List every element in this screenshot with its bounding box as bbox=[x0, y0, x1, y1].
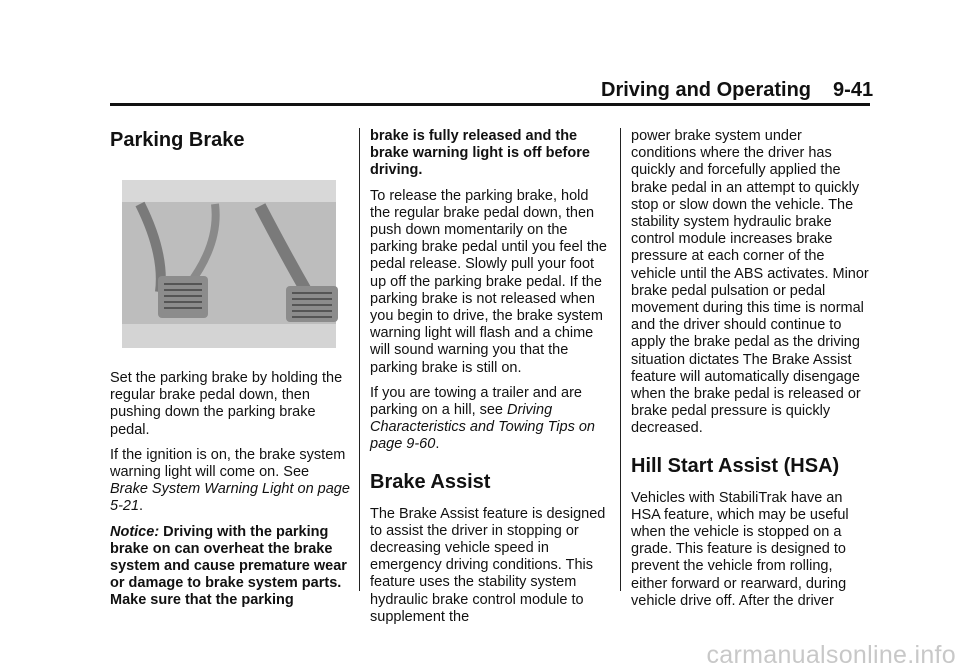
paragraph: If you are towing a trailer and are parking on a hill, see Driving Characteristics and Towing Tips on page 9-60. bbox=[370, 384, 595, 453]
column-2 bbox=[370, 128, 610, 634]
paragraph: Set the parking brake by holding the regular brake pedal down, then pushing down the parking brake pedal. bbox=[110, 370, 343, 438]
parking-brake-heading: Parking Brake bbox=[110, 129, 245, 151]
paragraph: To release the parking brake, hold the regular brake pedal down, then push down momentarily on the parking brake pedal until you feel the pedal release. Slowly pull your foot up off the parking brake pedal. If the parking brake is not released when you begin to drive, the brake system warning light will flash and a chime will sound warning you that the parking brake is still on. bbox=[370, 187, 607, 376]
page-number: 9-41 bbox=[833, 79, 874, 101]
header-rule bbox=[110, 103, 870, 106]
paragraph: The Brake Assist feature is designed to assist the driver in stopping or decreasing vehicle speed in emergency driving conditions. This feature uses the stability system hydraulic brake control module to supplement the bbox=[370, 505, 606, 625]
column-1 bbox=[110, 120, 350, 618]
column-3 bbox=[631, 128, 871, 618]
paragraph: If the ignition is on, the brake system warning light will come on. See Brake System Warning Light on page 5-21. bbox=[110, 446, 350, 515]
paragraph: power brake system under conditions where the driver has quickly and forcefully applied the brake pedal in an attempt to quickly stop or slow down the vehicle. The stability system hydraulic brake control module increases brake pressure at each corner of the vehicle until the ABS activates. Minor brake pedal pulsation or pedal movement during this time is normal and the driver should continue to apply the brake pedal as the driving situation dictates The Brake Assist feature will automatically disengage when the brake pedal is released or brake pedal pressure is quickly decreased. bbox=[631, 128, 869, 437]
page-header bbox=[601, 79, 874, 102]
column-divider bbox=[359, 128, 360, 591]
cross-reference-link[interactable]: Driving Characteristics and Towing Tips on page 9-60 bbox=[370, 402, 595, 453]
notice-label: Notice: bbox=[110, 523, 160, 540]
hill-start-assist-heading: Hill Start Assist (HSA) bbox=[631, 454, 840, 477]
notice-paragraph: Notice: Driving with the parking brake on can overheat the brake system and cause premature wear or damage to brake system parts. Make sure that the parking bbox=[110, 523, 347, 609]
notice-continuation: brake is fully released and the brake warning light is off before driving. bbox=[370, 128, 590, 179]
watermark: carmanualsonline.info bbox=[706, 641, 956, 669]
column-divider bbox=[620, 128, 621, 591]
parking-brake-pedal bbox=[158, 276, 208, 318]
cross-reference-link[interactable]: Brake System Warning Light on page 5-21 bbox=[110, 481, 350, 515]
paragraph: Vehicles with StabiliTrak have an HSA feature, which may be useful when the vehicle is stopped on a grade. This feature is designed to prevent the vehicle from rolling, either forward or rearward, during vehicle drive off. After the driver bbox=[631, 489, 849, 609]
brake-assist-heading: Brake Assist bbox=[370, 470, 491, 493]
parking-brake-pedals-illustration bbox=[110, 174, 346, 354]
brake-pedal bbox=[286, 286, 338, 322]
section-title: Driving and Operating bbox=[601, 79, 812, 101]
